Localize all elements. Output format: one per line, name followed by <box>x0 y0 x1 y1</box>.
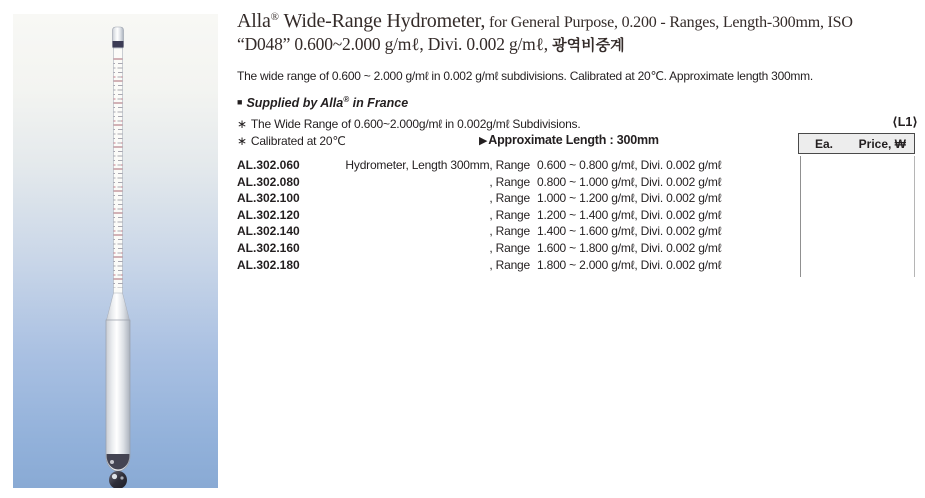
supplied-text-pre: Supplied by Alla <box>246 96 344 110</box>
product-prefix: , Range <box>489 174 530 189</box>
table-row <box>237 223 721 240</box>
feature-line-1 <box>237 117 581 131</box>
hydrometer-illustration <box>13 14 218 488</box>
price-col-price: Price, ₩ <box>858 136 906 151</box>
table-row <box>237 190 721 207</box>
product-list <box>237 157 721 273</box>
asterisk-icon: ∗ <box>237 134 247 148</box>
product-spec: 1.400 ~ 1.600 g/mℓ, Divi. 0.002 g/mℓ <box>537 224 722 239</box>
brand-name: Alla <box>237 10 271 32</box>
price-table-body <box>800 156 915 277</box>
triangle-right-icon: ▶ <box>479 135 488 147</box>
supplied-by-line <box>237 95 408 110</box>
price-col-ea: Ea. <box>815 136 834 151</box>
table-row <box>237 207 721 224</box>
product-code: AL.302.140 <box>237 224 300 239</box>
product-prefix: , Range <box>489 240 530 255</box>
product-spec: 1.800 ~ 2.000 g/mℓ, Divi. 0.002 g/mℓ <box>537 257 722 272</box>
product-spec: 1.600 ~ 1.800 g/mℓ, Divi. 0.002 g/mℓ <box>537 240 722 255</box>
korean-product-name: 광역비중계 <box>552 37 625 54</box>
product-code: AL.302.060 <box>237 158 300 172</box>
approximate-length-text: Approximate Length : 300mm <box>488 133 659 147</box>
registered-mark: ® <box>343 95 350 104</box>
table-row <box>237 174 721 191</box>
product-code: AL.302.160 <box>237 240 300 255</box>
product-title <box>237 10 853 33</box>
asterisk-icon: ∗ <box>237 117 247 131</box>
table-row <box>237 240 721 257</box>
square-bullet-icon: ■ <box>237 97 243 107</box>
approximate-length-line <box>479 133 659 147</box>
registered-mark: ® <box>270 11 279 23</box>
feature-text: Calibrated at 20℃ <box>250 134 346 148</box>
product-prefix: , Range <box>489 207 530 222</box>
product-spec-title: “D048” 0.600~2.000 g/mℓ, Divi. 0.002 g/mℓ, <box>237 34 553 54</box>
product-prefix: , Range <box>489 224 530 239</box>
product-name: Wide-Range Hydrometer, <box>279 10 486 32</box>
product-description: The wide range of 0.600 ~ 2.000 g/mℓ in 0.002 g/mℓ subdivisions. Calibrated at 20℃. Approximate length 300mm. <box>237 69 813 83</box>
product-prefix: Hydrometer, Length 300mm, Range <box>345 158 530 172</box>
product-title-line2 <box>237 34 625 55</box>
product-code: AL.302.180 <box>237 257 300 272</box>
page-reference-badge: ⟨L1⟩ <box>891 115 918 129</box>
product-code: AL.302.120 <box>237 207 300 222</box>
hydrometer-photo <box>13 14 218 488</box>
table-row <box>237 157 721 174</box>
product-spec: 1.000 ~ 1.200 g/mℓ, Divi. 0.002 g/mℓ <box>537 191 722 206</box>
product-prefix: , Range <box>489 191 530 206</box>
product-subtitle: for General Purpose, 0.200 - Ranges, Length-300mm, ISO <box>485 14 853 31</box>
product-prefix: , Range <box>489 257 530 272</box>
table-row <box>237 257 721 274</box>
feature-line-2 <box>237 134 346 148</box>
product-spec: 0.600 ~ 0.800 g/mℓ, Divi. 0.002 g/mℓ <box>537 158 722 172</box>
product-code: AL.302.080 <box>237 174 300 189</box>
product-spec: 1.200 ~ 1.400 g/mℓ, Divi. 0.002 g/mℓ <box>537 207 722 222</box>
price-table-header <box>798 133 915 154</box>
product-spec: 0.800 ~ 1.000 g/mℓ, Divi. 0.002 g/mℓ <box>537 174 722 189</box>
feature-text: The Wide Range of 0.600~2.000g/mℓ in 0.002g/mℓ Subdivisions. <box>250 117 581 131</box>
product-code: AL.302.100 <box>237 191 300 206</box>
supplied-text-post: in France <box>349 96 409 110</box>
